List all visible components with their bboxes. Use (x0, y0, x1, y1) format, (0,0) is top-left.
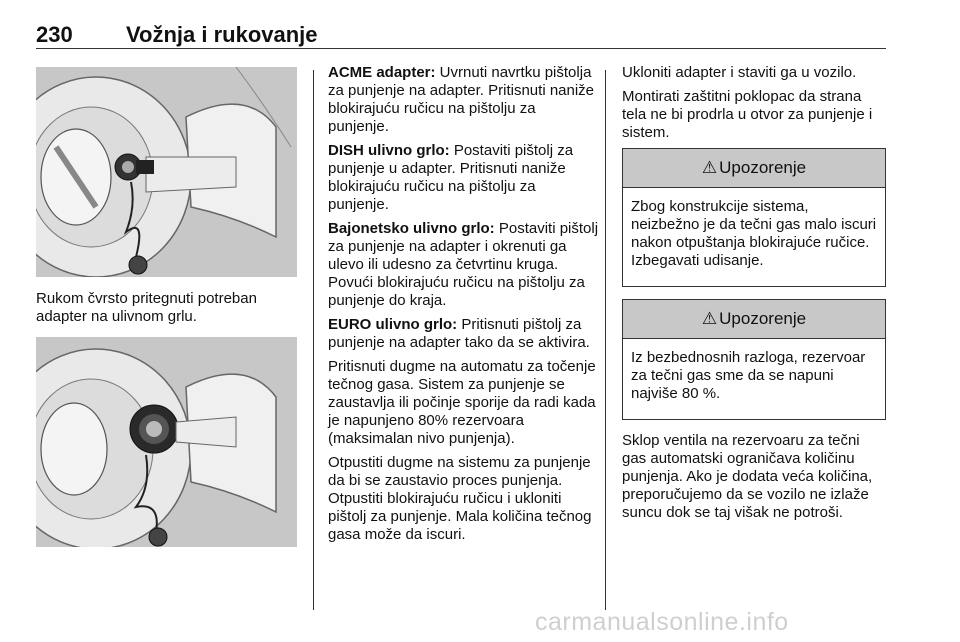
page-number: 230 (36, 22, 73, 47)
lead-dish: DISH ulivno grlo: (328, 142, 450, 159)
header-rule (36, 48, 886, 49)
figure-caption: Rukom čvrsto pritegnuti potreban adapter na ulivnom grlu. (36, 290, 257, 325)
paragraph-protective-cap: Montirati zaštitni poklopac da strana tela ne bi prodrla u otvor za punjenje i sistem. (622, 88, 873, 141)
text-euro: Pritisnuti pištolj za punjenje na adapter tako da se aktivira. (328, 316, 590, 351)
lead-bayonet: Bajonetsko ulivno grlo: (328, 220, 495, 237)
warning-title-2: Upozorenje (719, 309, 807, 328)
paragraph-valve-assembly: Sklop ventila na rezervoaru za tečni gas automatski ograničava količinu punjenja. Ako je dodata veća količina, preporučujemo da se vozilo ne izlaže suncu dok se taj višak ne potroši. (622, 432, 873, 521)
right-column (622, 64, 886, 528)
text-dish: Postaviti pištolj za punjenje u adapter. Pritisnuti naniže blokirajuću ručicu na pištolju za punjenje. (328, 142, 574, 213)
text-bayonet: Postaviti pištolj za punjenje na adapter i okrenuti ga ulevo ili udesno za četvrtinu kruga. Povući blokirajuću ručicu na pištolju za punjenje do kraja. (328, 220, 599, 309)
paragraph-release-button (328, 454, 600, 544)
text-acme: Uvrnuti navrtku pištolja za punjenje na adapter. Pritisnuti naniže blokirajuću ručicu na pištolju za punjenje. (328, 64, 595, 135)
paragraph-bayonet (328, 220, 600, 310)
figure-adapter-tightening (36, 67, 297, 277)
lead-acme: ACME adapter: (328, 64, 436, 81)
warning-header-1 (623, 149, 885, 188)
middle-column (328, 64, 600, 550)
page-title: Vožnja i rukovanje (126, 22, 318, 47)
fuel-door-adapter-illustration (36, 337, 297, 547)
paragraph-acme (328, 64, 600, 136)
warning-body-2: Iz bezbednosnih razloga, rezervoar za tečni gas sme da se napuni najviše 80 %. (631, 349, 866, 402)
warning-body-1: Zbog konstrukcije sistema, neizbežno je da tečni gas malo iscuri nakon otpuštanja blokirajuće ručice. Izbegavati udisanje. (631, 198, 877, 269)
column-divider-1 (313, 70, 314, 610)
warning-box-2 (622, 299, 886, 420)
figure-adapter-fitted (36, 337, 297, 547)
paragraph-euro (328, 316, 600, 352)
text-press-button: Pritisnuti dugme na automatu za točenje tečnog gasa. Sistem za punjenje se zaustavlja ili počinje sporije da radi kada je napunjeno 80% rezervoara (maksimalan nivo punjenja). (328, 358, 596, 447)
lead-euro: EURO ulivno grlo: (328, 316, 458, 333)
warning-triangle-icon: ⚠ (701, 309, 718, 328)
warning-title-1: Upozorenje (719, 158, 807, 177)
warning-box-1 (622, 148, 886, 287)
fuel-door-illustration (36, 67, 297, 277)
column-divider-2 (605, 70, 606, 610)
paragraph-dish (328, 142, 600, 214)
watermark: carmanualsonline.info (535, 608, 789, 636)
warning-header-2 (623, 300, 885, 339)
page-header (36, 10, 886, 50)
paragraph-remove-adapter: Ukloniti adapter i staviti ga u vozilo. (622, 64, 857, 81)
warning-triangle-icon: ⚠ (701, 158, 718, 177)
text-release-button: Otpustiti dugme na sistemu za punjenje da bi se zaustavio proces punjenja. Otpustiti blokirajuću ručicu i ukloniti pištolj za punjenje. Mala količina tečnog gasa može da iscuri. (328, 454, 592, 543)
paragraph-press-button (328, 358, 600, 448)
